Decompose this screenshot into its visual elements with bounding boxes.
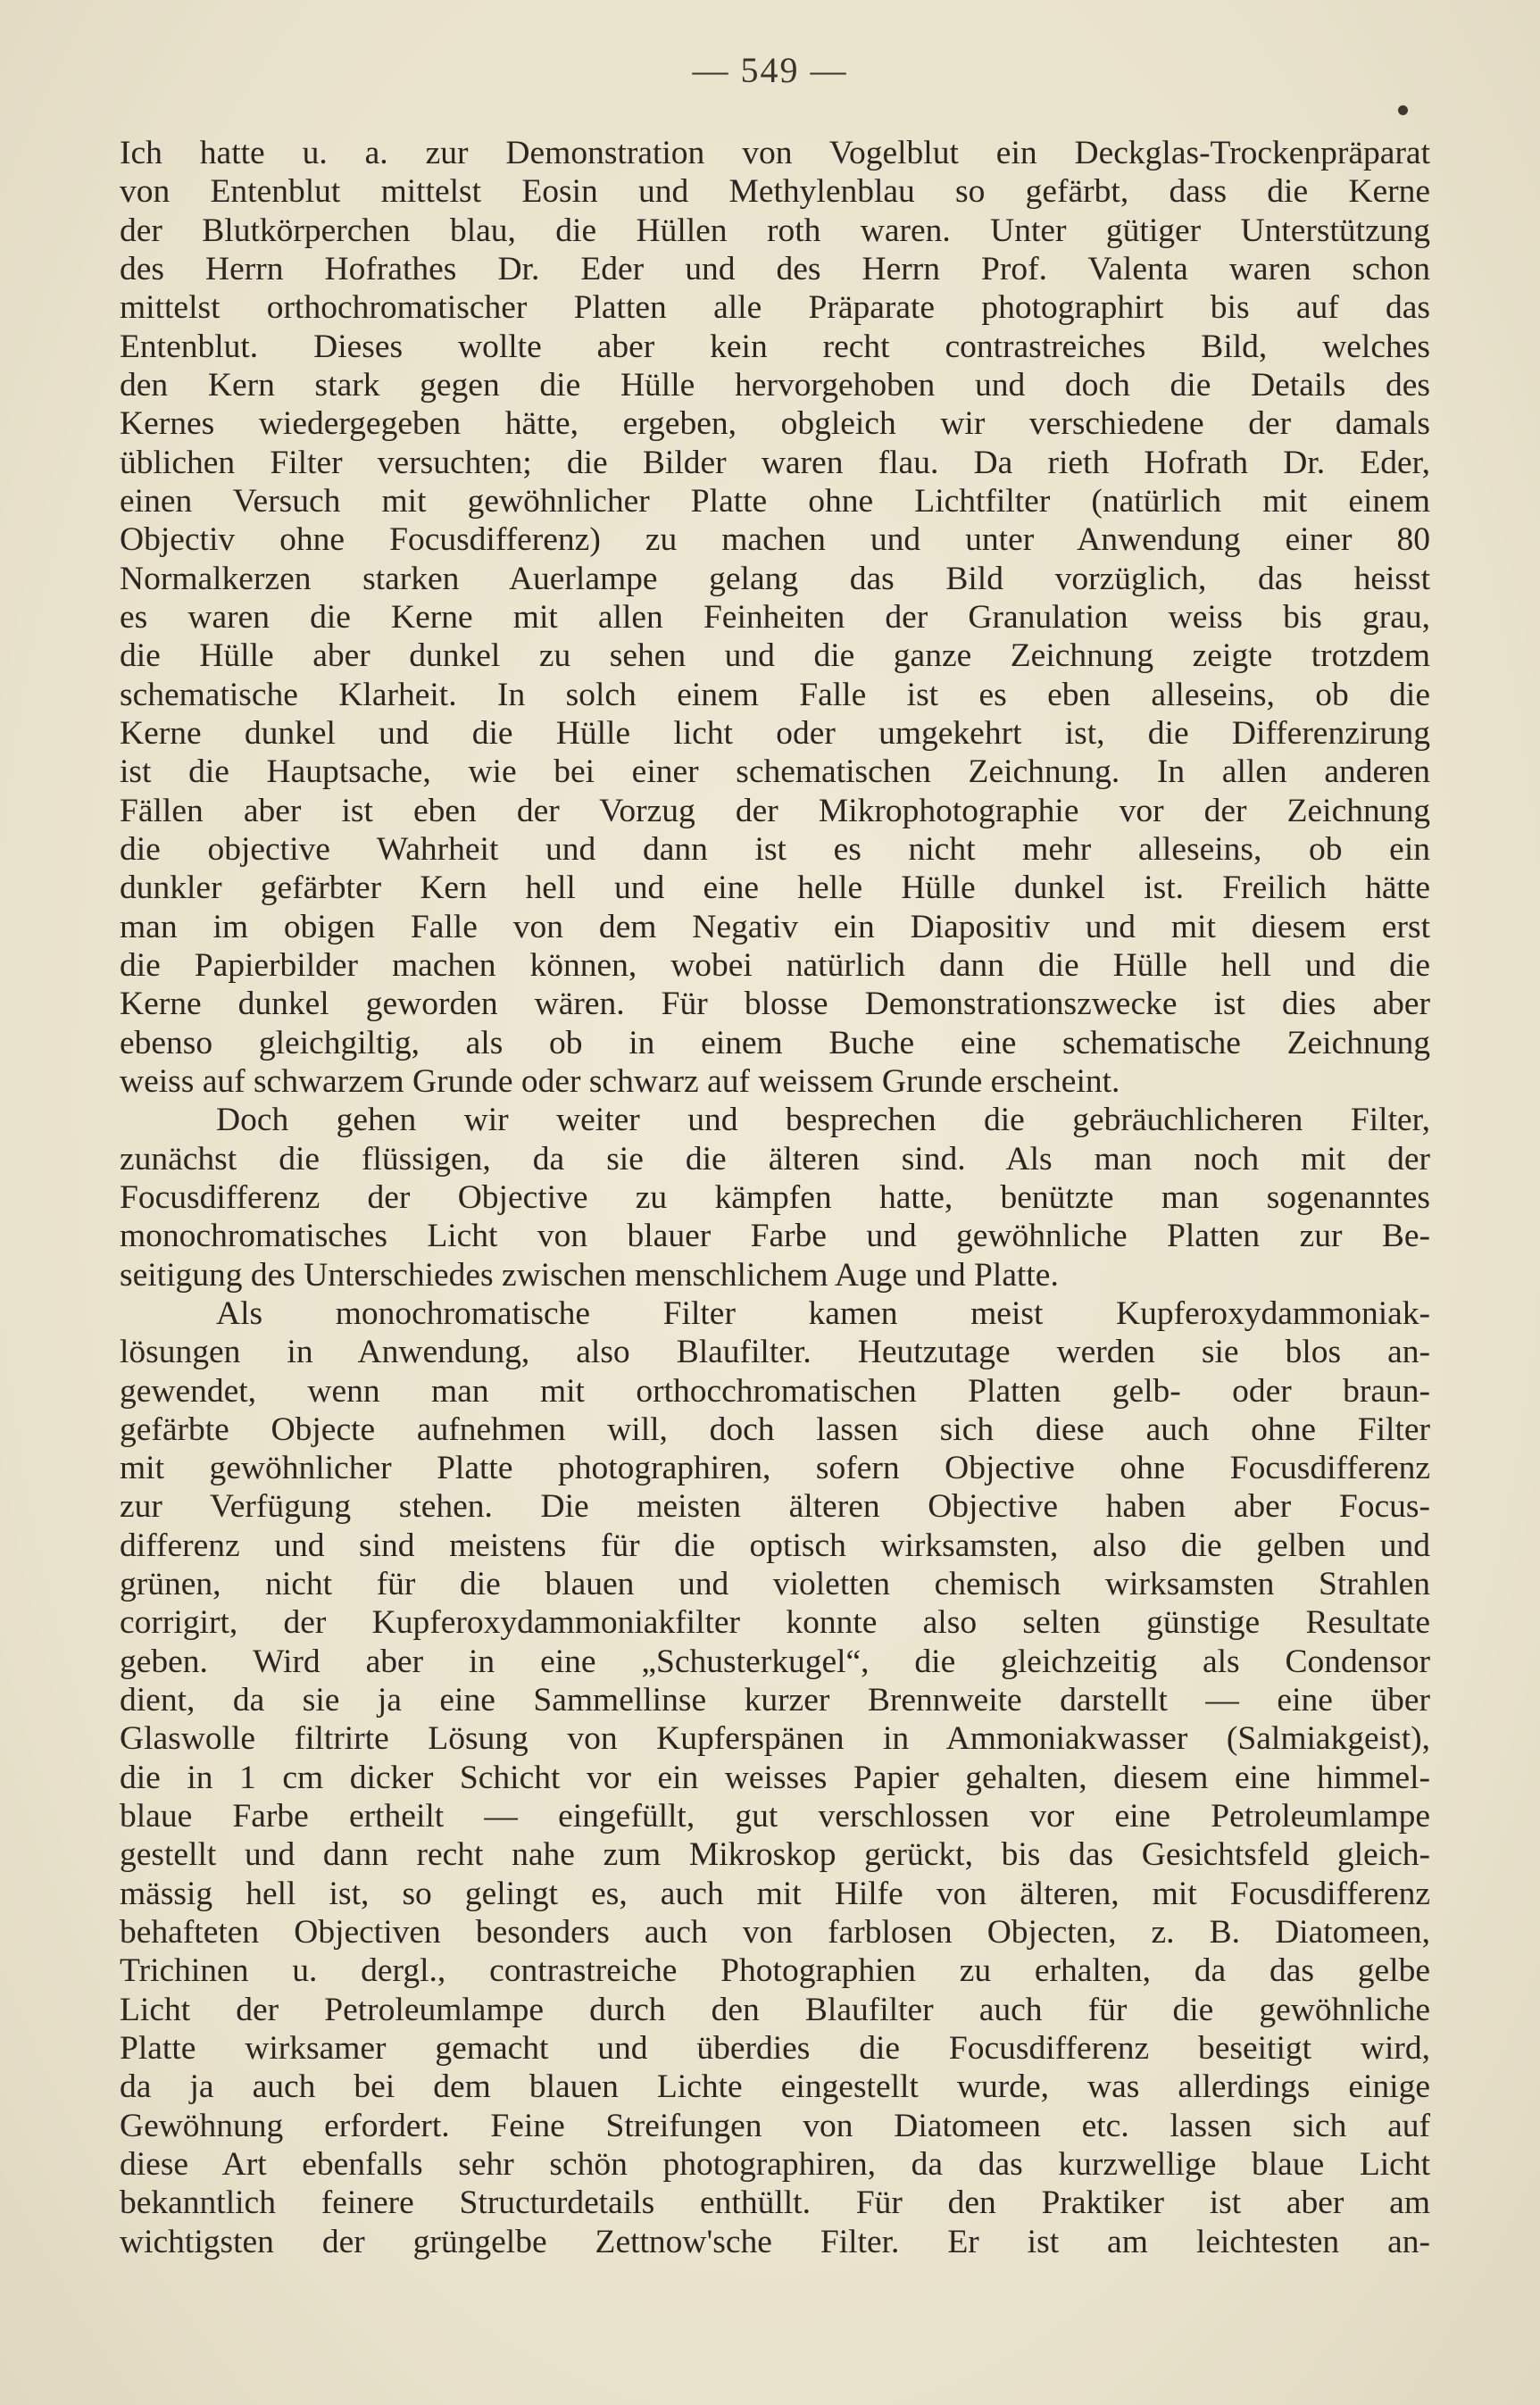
text-line: Als monochromatische Filter kamen meist Kupferoxydammoniak- xyxy=(216,1294,1430,1332)
text-line: Doch gehen wir weiter und besprechen die gebräuchlicheren Filter, xyxy=(216,1102,1430,1139)
text-line: mittelst orthochromatischer Platten alle Präparate photographirt bis auf das xyxy=(120,289,1430,327)
text-line: Objectiv ohne Focusdifferenz) zu machen und unter Anwendung einer 80 xyxy=(120,521,1430,559)
text-line: ebenso gleichgiltig, als ob in einem Buche eine schematische Zeichnung xyxy=(120,1024,1430,1061)
text-line: es waren die Kerne mit allen Feinheiten der Granulation weiss bis grau, xyxy=(120,598,1430,636)
text-line: die Hülle aber dunkel zu sehen und die ganze Zeichnung zeigte trotzdem xyxy=(120,637,1430,675)
text-line: Glaswolle filtrirte Lösung von Kupferspänen in Ammoniakwasser (Salmiakgeist), xyxy=(120,1720,1430,1758)
text-line: Fällen aber ist eben der Vorzug der Mikrophotographie vor der Zeichnung xyxy=(120,792,1430,829)
text-line: mässig hell ist, so gelingt es, auch mit Hilfe von älteren, mit Focusdifferenz xyxy=(120,1875,1430,1912)
text-line: gestellt und dann recht nahe zum Mikroskop gerückt, bis das Gesichtsfeld gleich- xyxy=(120,1836,1430,1874)
text-line: die in 1 cm dicker Schicht vor ein weisses Papier gehalten, diesem eine himmel- xyxy=(120,1759,1430,1796)
ink-spot xyxy=(1398,105,1408,115)
text-line: differenz und sind meistens für die optisch wirksamsten, also die gelben und xyxy=(120,1527,1430,1564)
text-line: Trichinen u. dergl., contrastreiche Photographien zu erhalten, da das gelbe xyxy=(120,1952,1430,1990)
text-line: lösungen in Anwendung, also Blaufilter. Heutzutage werden sie blos an- xyxy=(120,1334,1430,1371)
text-line: diese Art ebenfalls sehr schön photographiren, da das kurzwellige blaue Licht xyxy=(120,2146,1430,2184)
text-line: von Entenblut mittelst Eosin und Methylenblau so gefärbt, dass die Kerne xyxy=(120,173,1430,211)
text-line: Ich hatte u. a. zur Demonstration von Vogelblut ein Deckglas-Trockenpräparat xyxy=(120,135,1430,171)
text-line: bekanntlich feinere Structurdetails enthüllt. Für den Praktiker ist aber am xyxy=(120,2184,1430,2222)
text-line: Platte wirksamer gemacht und überdies die Focusdifferenz beseitigt wird, xyxy=(120,2030,1430,2068)
text-line: da ja auch bei dem blauen Lichte eingestellt wurde, was allerdings einige xyxy=(120,2068,1430,2106)
text-line: zunächst die flüssigen, da sie die älteren sind. Als man noch mit der xyxy=(120,1140,1430,1178)
text-line: üblichen Filter versuchten; die Bilder waren flau. Da rieth Hofrath Dr. Eder, xyxy=(120,444,1430,481)
text-line: Normalkerzen starken Auerlampe gelang das Bild vorzüglich, das heisst xyxy=(120,560,1430,597)
text-line: behafteten Objectiven besonders auch von farblosen Objecten, z. B. Diatomeen, xyxy=(120,1914,1430,1951)
text-line: dunkler gefärbter Kern hell und eine helle Hülle dunkel ist. Freilich hätte xyxy=(120,870,1430,907)
text-line: Kernes wiedergegeben hätte, ergeben, obgleich wir verschiedene der damals xyxy=(120,405,1430,443)
body-text xyxy=(120,134,1430,2261)
text-line: dient, da sie ja eine Sammellinse kurzer Brennweite darstellt — eine über xyxy=(120,1682,1430,1719)
text-line: seitigung des Unterschiedes zwischen menschlichem Auge und Platte. xyxy=(120,1256,1059,1294)
text-line: Focusdifferenz der Objective zu kämpfen hatte, benützte man sogenanntes xyxy=(120,1178,1430,1216)
text-line: wichtigsten der grüngelbe Zettnow'sche Filter. Er ist am leichtesten an- xyxy=(120,2223,1430,2260)
text-line: corrigirt, der Kupferoxydammoniakfilter konnte also selten günstige Resultate xyxy=(120,1604,1430,1642)
text-line: einen Versuch mit gewöhnlicher Platte ohne Lichtfilter (natürlich mit einem xyxy=(120,482,1430,520)
text-line: Kerne dunkel geworden wären. Für blosse Demonstrationszwecke ist dies aber xyxy=(120,986,1430,1023)
text-line: gefärbte Objecte aufnehmen will, doch lassen sich diese auch ohne Filter xyxy=(120,1411,1430,1448)
text-line: weiss auf schwarzem Grunde oder schwarz auf weissem Grunde erscheint. xyxy=(120,1062,1120,1100)
text-line: die objective Wahrheit und dann ist es nicht mehr alleseins, ob ein xyxy=(120,830,1430,868)
text-line: Entenblut. Dieses wollte aber kein recht contrastreiches Bild, welches xyxy=(120,328,1430,365)
text-line: die Papierbilder machen können, wobei natürlich dann die Hülle hell und die xyxy=(120,946,1430,984)
text-line: geben. Wird aber in eine „Schusterkugel“, die gleichzeitig als Condensor xyxy=(120,1643,1430,1680)
page-number: — 549 — xyxy=(692,50,848,90)
text-line: man im obigen Falle von dem Negativ ein Diapositiv und mit diesem erst xyxy=(120,908,1430,945)
text-line: Kerne dunkel und die Hülle licht oder umgekehrt ist, die Differenzirung xyxy=(120,714,1430,752)
text-line: Gewöhnung erfordert. Feine Streifungen von Diatomeen etc. lassen sich auf xyxy=(120,2107,1430,2144)
text-line: des Herrn Hofrathes Dr. Eder und des Herrn Prof. Valenta waren schon xyxy=(120,250,1430,287)
text-line: den Kern stark gegen die Hülle hervorgehoben und doch die Details des xyxy=(120,366,1430,404)
text-line: schematische Klarheit. In solch einem Falle ist es eben alleseins, ob die xyxy=(120,676,1430,713)
text-line: ist die Hauptsache, wie bei einer schematischen Zeichnung. In allen anderen xyxy=(120,753,1430,791)
text-line: der Blutkörperchen blau, die Hüllen roth waren. Unter gütiger Unterstützung xyxy=(120,212,1430,249)
text-line: Licht der Petroleumlampe durch den Blaufilter auch für die gewöhnliche xyxy=(120,1991,1430,2028)
text-line: monochromatisches Licht von blauer Farbe und gewöhnliche Platten zur Be- xyxy=(120,1218,1430,1255)
text-line: grünen, nicht für die blauen und violetten chemisch wirksamsten Strahlen xyxy=(120,1566,1430,1603)
text-line: blaue Farbe ertheilt — eingefüllt, gut verschlossen vor eine Petroleumlampe xyxy=(120,1798,1430,1835)
text-line: zur Verfügung stehen. Die meisten älteren Objective haben aber Focus- xyxy=(120,1488,1430,1526)
text-line: mit gewöhnlicher Platte photographiren, sofern Objective ohne Focusdifferenz xyxy=(120,1450,1430,1487)
text-line: gewendet, wenn man mit orthocchromatischen Platten gelb- oder braun- xyxy=(120,1372,1430,1410)
